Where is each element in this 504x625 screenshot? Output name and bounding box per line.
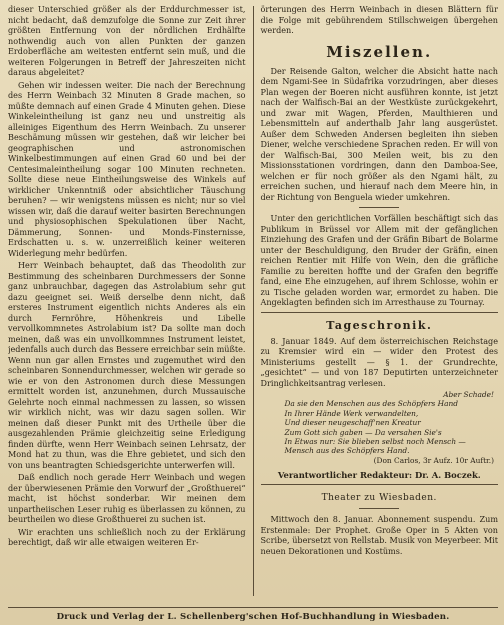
separator <box>261 484 499 485</box>
left-column <box>8 4 253 600</box>
miscellany-paragraph: Der Reisende Galton, welcher die Absicht hatte nach dem Ngami-See in Südafrika vorzudringen, aber dieses Plan wegen der Boeren nicht ausführen konnte, ist jetzt nach der Walfisch-Bai an der Westküste zurückgekehrt, und zwar mit Wagen, Pferden, Maulthieren und Lebensmitteln auf anderthalb Jahr lang ausgerüstet. Außer dem Schweden Andersen begleiten ihn sieben Diener, welche verschiedene Sprachen reden. Er will von der Walfisch-Bai, 300 Meilen weit, bis zu den Missionsstationen vordringen, dann den Damboa-See, welchen er für noch größer als den Ngami hält, zu erreichen suchen, und hierauf nach dem Meere hin, in der Richtung von Benguela wieder umkehren. <box>260 65 498 202</box>
poem-source: (Don Carlos, 3r Aufz. 10r Auftr.) <box>373 455 494 465</box>
separator <box>261 312 499 313</box>
chronicle-paragraph: 8. Januar 1849. Auf dem österreichischen Reichstage zu Kremsier wird ein — wider den Protest des Ministeriums gestellt — § 1. der Grundrechte, „gesichtet“ — und von 187 Deputirten unterzeichneter Dringlichkeitsantrag verlesen. <box>260 335 498 388</box>
two-column-layout <box>8 4 498 600</box>
miscellany-heading: Miszellen. <box>326 42 433 61</box>
poem-line: Mensch aus des Schöpfers Hand. <box>284 446 410 456</box>
chronicle-heading: Tageschronik. <box>326 318 433 332</box>
poem-line: Und dieser neugeschaff'nen Kreatur <box>284 418 421 428</box>
theater-text: Mittwoch den 8. Januar. Abonnement suspendu. Zum Erstenmale: Der Prophet. Große Oper in 5 Akten von Scribe, übersetzt von Rellstab. Musik von Meyerbeer. Mit neuen Dekorationen und Kostüms. <box>260 514 498 556</box>
article-paragraph: Gehen wir indessen weiter. Die nach der Berechnung des Herrn Weinbach 32 Minuten 8 Grade machen, so müßte demnach auf einen Grade 4 Minuten gehen. Diese Winkeleintheilung ist ganz neu und unstreitig als alleiniges Eigenthum des Herrn Weinbach. Zu unserer Beschämung müssen wir gestehen, daß wir leicher bei geographischen und astronomischen Winkelbestimmungen auf einen Grad 60 und bei der Centesimaleintheilung sogar 100 Minuten rechneten. Sollte diese neue Eintheilungsweise des Winkels auf wirklicher Unkenntniß oder absichtlicher Täuschung beruhen? — wir wenigstens müssen es nicht; nur so viel wissen wir, daß die darauf weiter basirten Berechnungen und physiosophischen Spekulationen über Nacht, Dämmerung, Sonnen- und Monds-Finsternisse, Erdschatten u. s. w. unzerreißlich keiner weiteren Widerlegung mehr bedürfen. <box>8 79 246 258</box>
poem-line: Zum Gott sich gaben — Da versahen Sie's <box>284 427 442 437</box>
poem-line: Aber Schade! <box>443 390 494 399</box>
article-paragraph: dieser Unterschied größer als der Erddurchmesser ist, nicht bedacht, daß demzufolge die Sonne zur Zeit ihrer größten Entfernung von der nördlichen Erdhälfte nothwendig auch von allen Punkten der ganzen Erdoberfläche am weitesten entfernt sein muß, und die weiteren Folgerungen in Betreff der Jahreszeiten nicht daraus abgeleitet? <box>8 4 246 77</box>
poem-line: Da sie den Menschen aus des Schöpfers Hand <box>284 399 458 409</box>
poem-line: In Ihrer Hände Werk verwandelten, <box>284 408 419 418</box>
imprint-footer: Druck und Verlag der L. Schellenberg'schen Hof-Buchhandlung in Wiesbaden. <box>8 607 498 622</box>
article-paragraph: Daß endlich noch gerade Herr Weinbach und wegen der überwiesenen Prämie den Vorwurf der „Großthuerei“ macht, ist höchst sonderbar. Wir meinen dem unpartheiischen Leser ruhig es überlassen zu können, zu beurtheilen wo diese Großthuerei zu suchen ist. <box>8 472 246 524</box>
separator <box>359 207 399 208</box>
continuation-text: örterungen des Herrn Weinbach in diesen Blättern für die Folge mit gebührendem Stillschweigen übergehen werden. <box>260 4 498 35</box>
right-column <box>254 4 499 600</box>
theater-heading: Theater zu Wiesbaden. <box>321 493 437 504</box>
separator <box>359 508 399 509</box>
responsible-editor: Verantwortlicher Redakteur: Dr. A. Boczek. <box>277 470 481 481</box>
poem-line: In Etwas nur: Sie blieben selbst noch Mensch — <box>284 437 466 447</box>
poem-quote <box>285 390 499 465</box>
article-paragraph: Wir erachten uns schließlich noch zu der Erklärung berechtigt, daß wir alle etwaigen weiteren Er- <box>8 526 246 547</box>
miscellany-paragraph: Unter den gerichtlichen Vorfällen beschäftigt sich das Publikum in Brüssel vor Allem mit der gefänglichen Einziehung des Grafen und der Gräfin Bibart de Bolarme unter der Beschuldigung, den Bruder der Gräfin, einen reichen Rentier mit Hilfe von Wein, den die gräfliche Familie zu bereiten hoffte und der Grafen den begriffe fand, eine Ehe einzugehen, auf ihrem Schlosse, wohin er zu Tische geladen worden war, ermordet zu haben. Die Angeklagten befinden sich im Arresthause zu Tournay. <box>260 213 498 307</box>
article-paragraph: Herr Weinbach behauptet, daß das Theodolith zur Bestimmung des scheinbaren Durchmessers der Sonne ganz unbrauchbar, dagegen das Astrolabium sehr gut dazu geeignet sei. Weiß derselbe denn nicht, daß ersteres Instrument eigentlich nichts Anderes als ein durch Fernröhre, Höhenkreis und Libelle vervollkommnetes Astrolabium ist? Da sollte man doch meinen, daß was ein unvollkommnes Instrument leistet, jedenfalls auch durch das Bessere erreichbar sein müßte. Wenn nun gar allen Ernstes und zugemuthet wird den scheinbaren Sonnendurchmesser, welchen wir gerade so wie er von den Astronomen durch diese Messungen ermittelt worden ist, anzunehmen, durch Mussauische Gelehrte noch einmal nachmessen zu lassen, so wissen wir wirklich nicht, was wir dazu sagen sollen. Wir meinen daß dieser Punkt mit des Urtheile über die ausgezahlenden Prämie gleichzeitig seine Erledigung finden dürfte, wenn Herr Weinbach seinen Lehrsatz, der Mond hat zu thun, was die Ehre gebietet, und sich den von uns beantragten Schiedsgerichte unterwerfen will. <box>8 260 246 470</box>
